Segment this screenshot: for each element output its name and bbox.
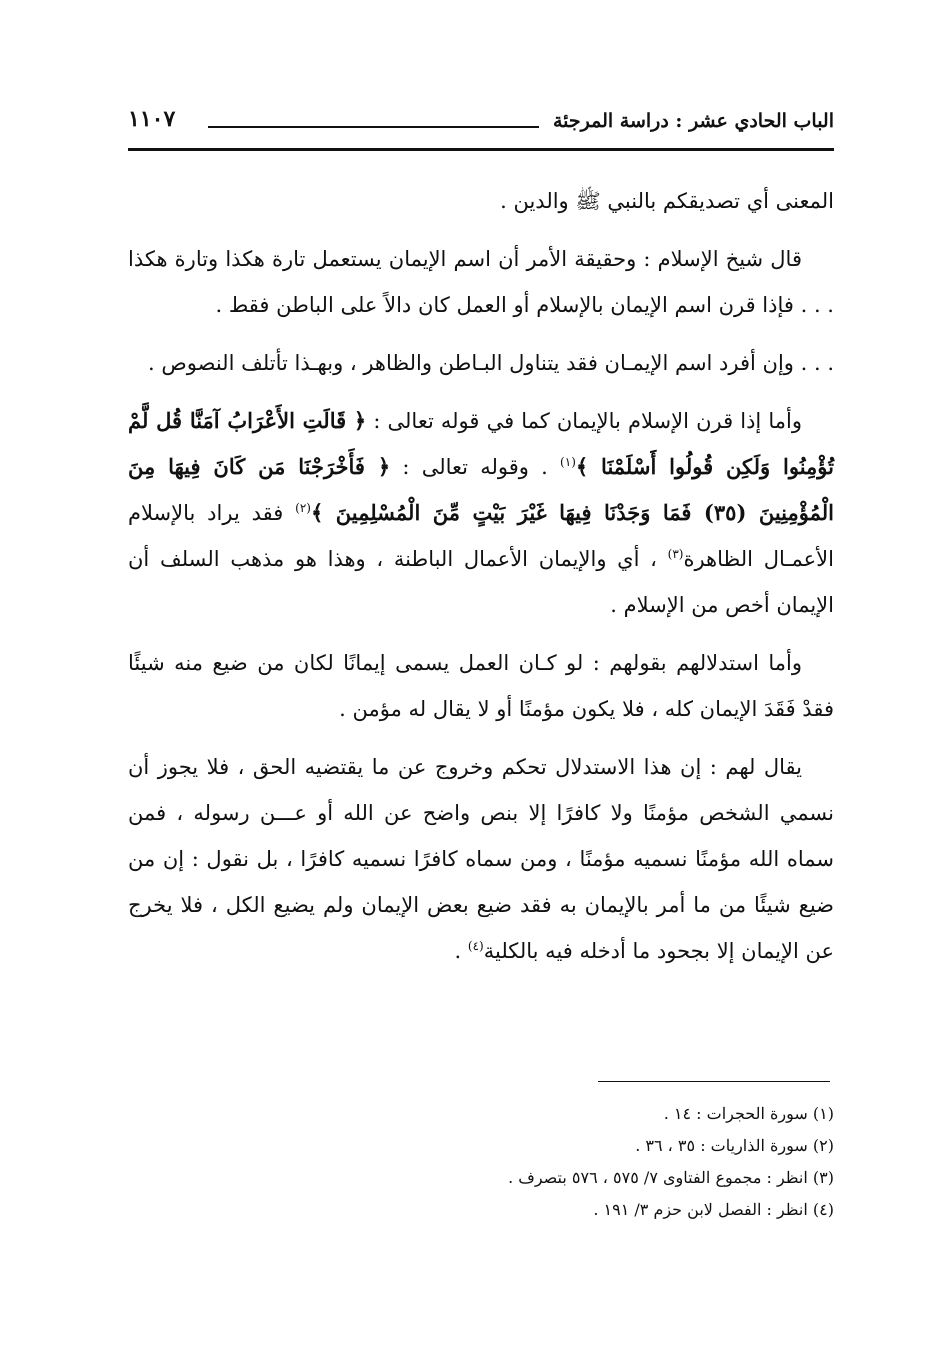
header-line (208, 126, 539, 128)
paragraph-3: . . . وإن أفرد اسم الإيمـان فقد يتناول البـاطن والظاهر ، وبهـذا تأتلف النصوص . (148, 351, 834, 375)
paragraph-2: قال شيخ الإسلام : وحقيقة الأمر أن اسم الإيمان يستعمل تارة هكذا وتارة هكذا . . . فإذا قرن اسم الإيمان بالإسلام أو العمل كان دالاً على الباطن فقط . (128, 247, 834, 317)
footnote-ref: (٤) (467, 939, 484, 953)
footnote-ref: (٣) (667, 547, 684, 561)
footnote-4: (٤) انظر : الفصل لابن حزم ٣/ ١٩١ . (593, 1200, 834, 1219)
quran-verse: ﴿ فَأَخْرَجْنَا مَن كَانَ فِيهَا مِنَ الْمُؤْمِنِينَ (٣٥) فَمَا وَجَدْنَا فِيهَا غَيْرَ بَيْتٍ مِّنَ الْمُسْلِمِينَ ﴾ (128, 454, 834, 525)
paragraph-5: وأما استدلالهم بقولهم : لو كـان العمل يسمى إيمانًا لكان من ضيع منه شيئًا فقدْ فَقَدَ الإيمان كله ، فلا يكون مؤمنًا أو لا يقال له مؤمن . (128, 651, 834, 721)
footnotes (128, 1098, 834, 1226)
text-span: . (454, 939, 468, 963)
footnote-2: (٢) سورة الذاريات : ٣٥ ، ٣٦ . (635, 1136, 834, 1155)
quran-verse: ﴿ قَالَتِ الأَعْرَابُ آمَنَّا قُل لَّمْ تُؤْمِنُوا وَلَكِن قُولُوا أَسْلَمْنَا ﴾ (128, 408, 834, 479)
running-header (128, 106, 834, 142)
text-span: فقد يراد بالإسلام الأعمـال الظاهرة (128, 501, 834, 571)
footnote-ref: (١) (560, 455, 576, 469)
footnote-ref: (٢) (295, 501, 311, 515)
text-span: ، أي والإيمان الأعمال الباطنة ، وهذا هو مذهب السلف أن الإيمان أخص من الإسلام . (128, 547, 834, 617)
page-number: ١١٠٧ (128, 106, 176, 132)
paragraph-4 (128, 398, 834, 628)
footnote-separator (598, 1081, 830, 1082)
paragraph-1: المعنى أي تصديقكم بالنبي ﷺ والدين . (500, 189, 834, 213)
main-text (128, 178, 834, 986)
footnote-1: (١) سورة الحجرات : ١٤ . (663, 1104, 834, 1123)
text-span: وأما إذا قرن الإسلام بالإيمان كما في قوله تعالى : (366, 409, 803, 433)
text-span: يقال لهم : إن هذا الاستدلال تحكم وخروج عن ما يقتضيه الحق ، فلا يجوز أن نسمي الشخص مؤمنًا ولا كافرًا إلا بنص واضح عن الله أو عـــن رسوله ، فمن سماه الله مؤمنًا نسميه مؤمنًا ، ومن سماه كافرًا نسميه كافرًا ، بل نقول : إن من ضيع شيئًا من ما أمر بالإيمان به فقد ضيع بعض الإيمان ولم يضيع الكل ، فلا يخرج عن الإيمان إلا بجحود ما أدخله فيه بالكلية (128, 755, 834, 963)
header-rule (128, 148, 834, 151)
chapter-title: الباب الحادي عشر : دراسة المرجئة (552, 110, 834, 132)
text-span: . وقوله تعالى : (390, 455, 561, 479)
paragraph-6 (128, 744, 834, 974)
footnote-3: (٣) انظر : مجموع الفتاوى ٧/ ٥٧٥ ، ٥٧٦ بتصرف . (508, 1168, 834, 1187)
